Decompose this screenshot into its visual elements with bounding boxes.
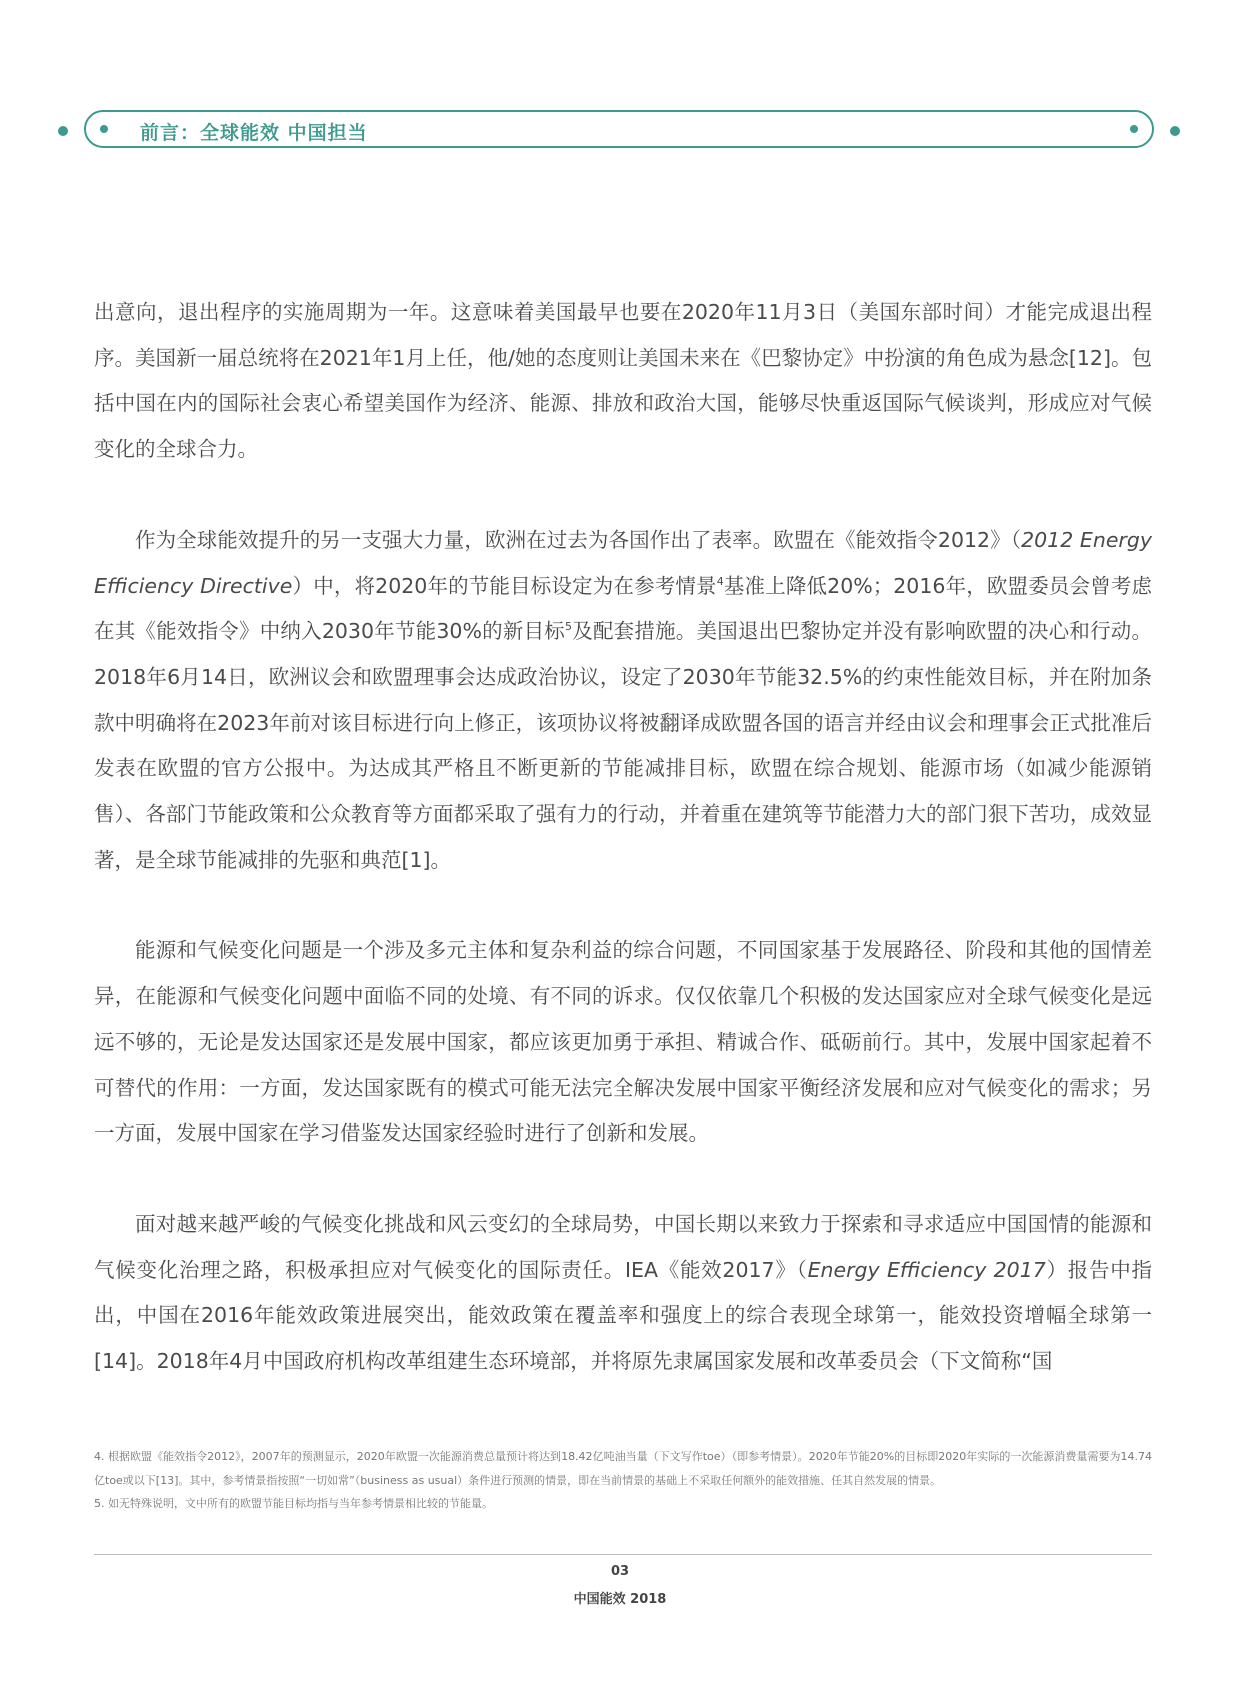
footnote-ref-4: 4 <box>716 574 724 588</box>
page-number: 03 <box>610 1564 630 1579</box>
footer-divider <box>94 1554 1152 1555</box>
footnotes <box>94 1445 1152 1516</box>
footnote-ref-5: 5 <box>565 620 573 634</box>
paragraph-4-part-c: ）报告中指出，中国在2016年能效政策进展突出，能效政策在覆盖率和强度上的综合表现全球第一，能效投资增幅全球第一[14]。2018年4月中国政府机构改革组建生态环境部，并将原先隶属国家发展和改革委员会（下文简称“国 <box>94 1257 1152 1374</box>
section-header <box>58 110 1180 152</box>
paragraph-1: 出意向，退出程序的实施周期为一年。这意味着美国最早也要在2020年11月3日（美国东部时间）才能完成退出程序。美国新一届总统将在2021年1月上任，他/她的态度则让美国未来在《巴黎协定》中扮演的角色成为悬念[12]。包括中国在内的国际社会衷心希望美国作为经济、能源、排放和政治大国，能够尽快重返国际气候谈判，形成应对气候变化的全球合力。 <box>94 300 1152 462</box>
paragraph-2-italic-title: 2012 Energy Efficiency Directive <box>94 527 1152 598</box>
left-inner-dot-decoration <box>100 125 108 133</box>
left-dot-decoration <box>58 126 68 136</box>
paragraph-2-part-e: 及配套措施。美国退出巴黎协定并没有影响欧盟的决心和行动。2018年6月14日，欧洲议会和欧盟理事会达成政治协议，设定了2030年节能32.5%的约束性能效目标，并在附加条款中明确将在2023年前对该目标进行向上修正，该项协议将被翻译成欧盟各国的语言并经由议会和理事会正式批准后发表在欧盟的官方公报中。为达成其严格且不断更新的节能减排目标，欧盟在综合规划、能源市场（如减少能源销售）、各部门节能政策和公众教育等方面都采取了强有力的行动，并着重在建筑等节能潜力大的部门狠下苦功，成效显著，是全球节能减排的先驱和典范[1]。 <box>94 619 1153 872</box>
footnote-4: 4. 根据欧盟《能效指令2012》，2007年的预测显示，2020年欧盟一次能源消费总量预计将达到18.42亿吨油当量（下文写作toe）（即参考情景）。2020年节能20%的目标即2020年实际的一次能源消费量需要为14.74亿toe或以下[13]。其中，参考情景指按照“一切如常”（business as usual）条件进行预测的情景，即在当前情景的基础上不采取任何额外的能效措施、任其自然发展的情景。 <box>94 1450 1152 1487</box>
paragraph-4-part-a: 面对越来越严峻的气候变化挑战和风云变幻的全球局势，中国长期以来致力于探索和寻求适应中国国情的能源和气候变化治理之路，积极承担应对气候变化的国际责任。IEA《能效2017》（ <box>94 1211 1152 1282</box>
paragraph-2-part-a: 作为全球能效提升的另一支强大力量，欧洲在过去为各国作出了表率。欧盟在《能效指令2012》（ <box>135 527 1022 552</box>
paragraph-4-italic-title: Energy Efficiency 2017 <box>807 1257 1046 1282</box>
paragraph-3: 能源和气候变化问题是一个涉及多元主体和复杂利益的综合问题，不同国家基于发展路径、阶段和其他的国情差异，在能源和气候变化问题中面临不同的处境、有不同的诉求。仅仅依靠几个积极的发达国家应对全球气候变化是远远不够的，无论是发达国家还是发展中国家，都应该更加勇于承担、精诚合作、砥砺前行。其中，发展中国家起着不可替代的作用：一方面，发达国家既有的模式可能无法完全解决发展中国家平衡经济发展和应对气候变化的需求；另一方面，发展中国家在学习借鉴发达国家经验时进行了创新和发展。 <box>94 938 1152 1146</box>
header-pill-frame <box>84 110 1154 148</box>
document-title: 中国能效 2018 <box>573 1592 667 1607</box>
footnote-5: 5. 如无特殊说明，文中所有的欧盟节能目标均指与当年参考情景相比较的节能量。 <box>94 1497 493 1510</box>
right-inner-dot-decoration <box>1130 125 1138 133</box>
right-dot-decoration <box>1170 126 1180 136</box>
main-body <box>94 290 1152 1385</box>
paragraph-2-part-d: 基准上降低20%；2016年，欧盟委员会曾考虑在其《能效指令》中纳入2030年节能30%的新目标 <box>94 573 1153 644</box>
paragraph-2-part-c: ）中，将2020年的节能目标设定为在参考情景 <box>292 573 717 598</box>
paragraph-4 <box>94 1202 1152 1385</box>
header-title: 前言：全球能效 中国担当 <box>140 122 368 144</box>
paragraph-2 <box>94 518 1152 884</box>
